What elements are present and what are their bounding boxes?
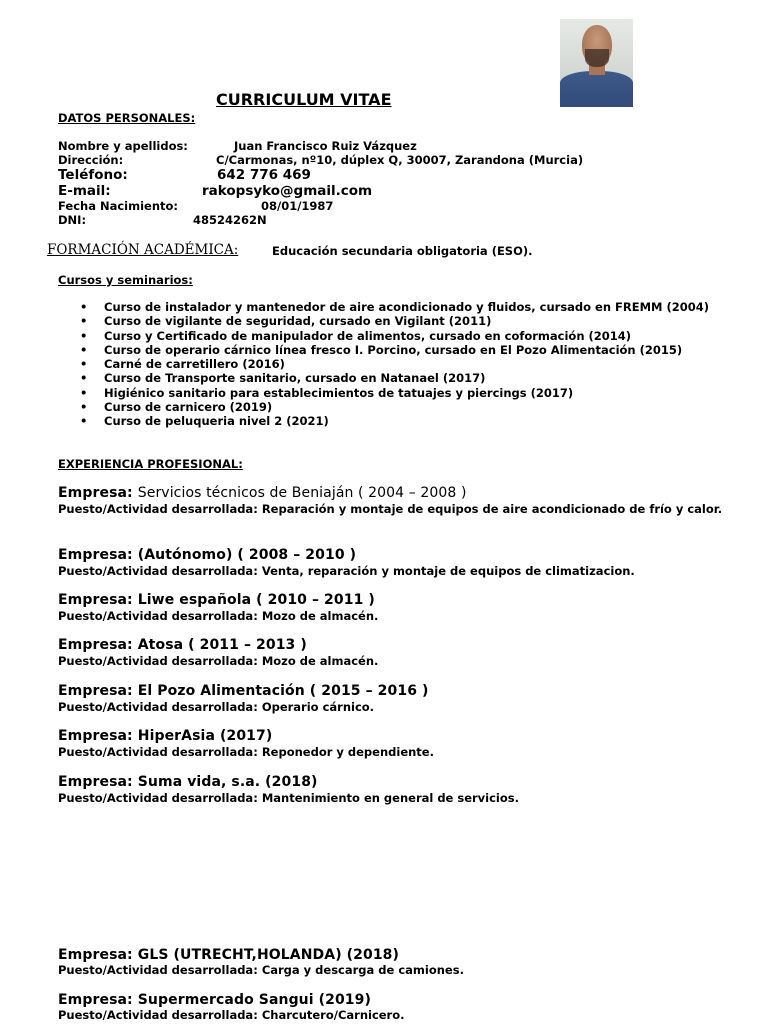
puesto-entry xyxy=(58,564,635,578)
list-item: • Curso de Transporte sanitario, cursado en Natanael (2017) xyxy=(104,371,764,385)
empresa-entry xyxy=(58,592,375,608)
puesto-label: Puesto/Actividad desarrollada: xyxy=(58,791,258,805)
empresa-entry xyxy=(58,683,429,699)
empresa-name: Atosa ( 2011 – 2013 ) xyxy=(137,637,307,653)
empresa-name: Servicios técnicos de Beniaján ( 2004 – 2008 ) xyxy=(137,485,467,501)
empresa-label: Empresa: xyxy=(58,547,133,563)
telefono-label: Teléfono: xyxy=(58,167,128,183)
puesto-label: Puesto/Actividad desarrollada: xyxy=(58,564,258,578)
puesto-label: Puesto/Actividad desarrollada: xyxy=(58,700,258,714)
fecha-nacimiento-value: 08/01/1987 xyxy=(261,199,334,213)
email-value[interactable]: rakopsyko@gmail.com xyxy=(202,183,373,199)
puesto-label: Puesto/Actividad desarrollada: xyxy=(58,609,258,623)
puesto-value: Carga y descarga de camiones. xyxy=(261,963,464,977)
empresa-entry xyxy=(58,728,272,744)
puesto-value: Reponedor y dependiente. xyxy=(261,745,434,759)
empresa-name: (Autónomo) ( 2008 – 2010 ) xyxy=(137,547,357,563)
cursos-list xyxy=(104,300,764,429)
datos-personales-heading: DATOS PERSONALES: xyxy=(58,111,196,125)
puesto-label: Puesto/Actividad desarrollada: xyxy=(58,745,258,759)
nombre-label: Nombre y apellidos: xyxy=(58,139,188,153)
empresa-label: Empresa: xyxy=(58,774,133,790)
empresa-name: Suma vida, s.a. (2018) xyxy=(137,774,318,790)
empresa-entry xyxy=(58,992,371,1008)
puesto-value: Operario cárnico. xyxy=(261,700,375,714)
empresa-label: Empresa: xyxy=(58,683,133,699)
puesto-entry xyxy=(58,502,763,517)
empresa-entry xyxy=(58,547,356,563)
puesto-label: Puesto/Actividad desarrollada: xyxy=(58,963,258,977)
empresa-entry xyxy=(58,637,307,653)
list-item: • Carné de carretillero (2016) xyxy=(104,357,764,371)
nombre-value: Juan Francisco Ruiz Vázquez xyxy=(234,139,417,153)
fecha-nacimiento-label: Fecha Nacimiento: xyxy=(58,199,179,213)
list-item: • Curso de peluqueria nivel 2 (2021) xyxy=(104,414,764,428)
empresa-name: Liwe española ( 2010 – 2011 ) xyxy=(137,592,375,608)
profile-photo xyxy=(560,19,633,107)
email-label: E-mail: xyxy=(58,183,111,199)
puesto-entry xyxy=(58,745,434,759)
puesto-entry xyxy=(58,791,519,805)
telefono-value: 642 776 469 xyxy=(217,167,311,183)
puesto-entry xyxy=(58,700,374,714)
puesto-label: Puesto/Actividad desarrollada: xyxy=(58,1008,258,1022)
empresa-name: GLS (UTRECHT,HOLANDA) (2018) xyxy=(137,947,400,963)
dni-label: DNI: xyxy=(58,213,87,227)
list-item: • Curso de carnicero (2019) xyxy=(104,400,764,414)
empresa-name: HiperAsia (2017) xyxy=(137,728,273,744)
empresa-entry xyxy=(58,774,318,790)
puesto-value: Mozo de almacén. xyxy=(261,609,379,623)
empresa-label: Empresa: xyxy=(58,592,133,608)
puesto-value: Mantenimiento en general de servicios. xyxy=(261,791,519,805)
list-item: • Curso y Certificado de manipulador de alimentos, cursado en coformación (2014) xyxy=(104,329,764,343)
puesto-entry xyxy=(58,654,378,668)
cursos-heading: Cursos y seminarios: xyxy=(58,273,193,287)
puesto-entry xyxy=(58,1008,405,1022)
document-title: CURRICULUM VITAE xyxy=(216,90,392,109)
dni-value: 48524262N xyxy=(193,213,267,227)
list-item: • Curso de instalador y mantenedor de aire acondicionado y fluidos, cursado en FREMM (2004) xyxy=(104,300,764,314)
empresa-name: Supermercado Sangui (2019) xyxy=(137,992,371,1008)
empresa-label: Empresa: xyxy=(58,485,133,501)
puesto-entry xyxy=(58,963,464,977)
empresa-label: Empresa: xyxy=(58,947,133,963)
list-item: • Curso de operario cárnico línea fresco I. Porcino, cursado en El Pozo Alimentación (2015) xyxy=(104,343,764,357)
empresa-label: Empresa: xyxy=(58,992,133,1008)
puesto-entry xyxy=(58,609,378,623)
empresa-entry xyxy=(58,947,399,963)
puesto-value: Mozo de almacén. xyxy=(261,654,379,668)
empresa-name: El Pozo Alimentación ( 2015 – 2016 ) xyxy=(137,683,429,699)
puesto-value: Reparación y montaje de equipos de aire acondicionado de frío y calor. xyxy=(261,502,723,516)
puesto-value: Charcutero/Carnicero. xyxy=(261,1008,405,1022)
puesto-label: Puesto/Actividad desarrollada: xyxy=(58,502,258,516)
formacion-value: Educación secundaria obligatoria (ESO). xyxy=(272,244,533,258)
puesto-label: Puesto/Actividad desarrollada: xyxy=(58,654,258,668)
direccion-value: C/Carmonas, nº10, dúplex Q, 30007, Zarandona (Murcia) xyxy=(216,153,584,167)
direccion-label: Dirección: xyxy=(58,153,124,167)
experiencia-heading: EXPERIENCIA PROFESIONAL: xyxy=(58,457,243,471)
list-item: • Higiénico sanitario para establecimientos de tatuajes y piercings (2017) xyxy=(104,386,764,400)
empresa-label: Empresa: xyxy=(58,637,133,653)
puesto-value: Venta, reparación y montaje de equipos de climatizacion. xyxy=(261,564,635,578)
empresa-entry xyxy=(58,485,467,501)
empresa-label: Empresa: xyxy=(58,728,133,744)
formacion-heading: FORMACIÓN ACADÉMICA: xyxy=(47,242,239,258)
list-item: • Curso de vigilante de seguridad, cursado en Vigilant (2011) xyxy=(104,314,764,328)
